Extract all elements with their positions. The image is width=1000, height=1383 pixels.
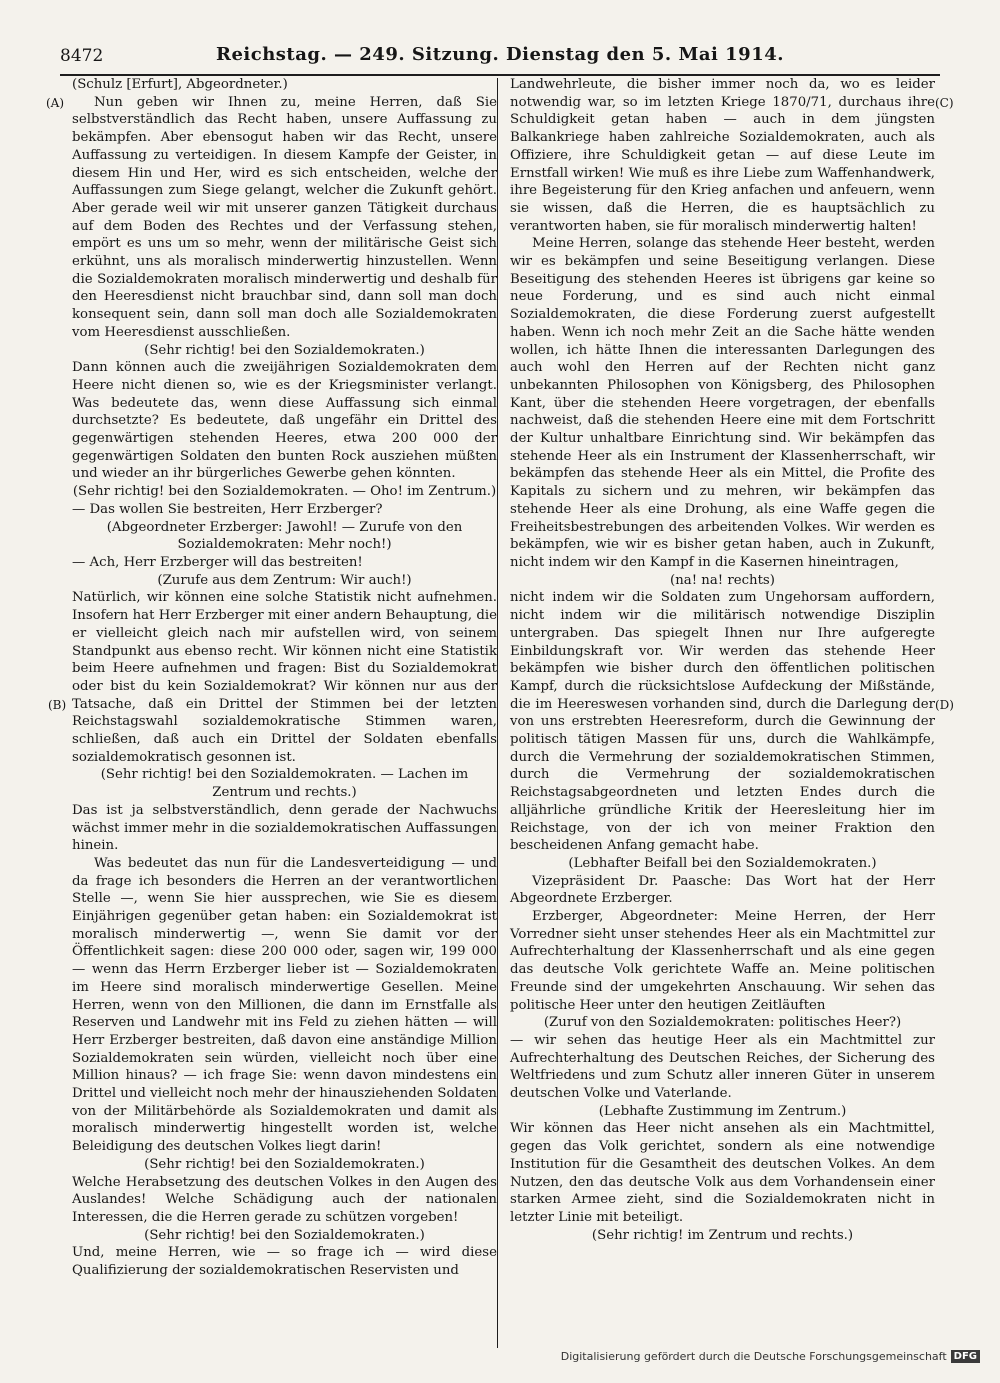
paragraph: Dann können auch die zweijährigen Sozialdemokraten dem Heere nicht dienen so, wie es der Kriegsminister verlangt. Was bedeutete das, wenn diese Auffassung sich einmal durchsetzte? Es bedeutete, daß ungefähr ein Drittel des gegenwärtigen stehenden Heeres, etwa 200 000 der gegenwärtigen Soldaten den bunten Rock ausziehen müßten und wieder an ihr bürgerliches Gewerbe gehen könnten. — [72, 360, 497, 482]
interjection: (Zuruf von den Sozialdemokraten: politisches Heer?) — [543, 1015, 902, 1031]
interjection: (na! na! rechts) — [670, 572, 775, 588]
paragraph: Was bedeutet das nun für die Landesverteidigung — und da frage ich besonders die Herren an der verantwortlichen Stelle —, wenn Sie hier aussprechen, wie Sie es diesem Einjährigen gegenüber getan haben: ein Sozialdemokrat ist moralisch minderwertig —, wenn Sie damit vor der Öffentlichkeit sagen: diese 200 000 oder, sagen wir, 199 000 — wenn das Herrn Erzberger lieber ist — Sozialdemokraten im Heere sind moralisch minderwertige Gesellen. Meine Herren, wenn von den Millionen, die dann im Ernstfalle als Reserven und Landwehr mit ins Feld zu ziehen hätten — will Herr Erzberger bestreiten, daß davon eine anständige Million Sozialdemokraten sein würden, vielleicht noch über eine Million hinaus? — ich frage Sie: wenn davon mindestens ein Drittel und vielleicht noch mehr der hinausziehenden Soldaten von der Militärbehörde als Sozialdemokraten und damit als moralisch minderwertig hingestellt worden ist, welche Beleidigung des deutschen Volkes liegt darin! — [72, 855, 497, 1155]
paragraph: Welche Herabsetzung des deutschen Volkes in den Augen des Auslandes! Welche Schädigung auch der nationalen Interessen, die die Herren gerade zu schützen vorgeben! — [72, 1174, 497, 1225]
margin-mark-a: (A) — [46, 96, 65, 110]
paragraph: Das ist ja selbstverständlich, denn gerade der Nachwuchs wächst immer mehr in die sozialdemokratischen Auffassungen hinein. — [72, 802, 497, 854]
paragraph: Meine Herren, solange das stehende Heer besteht, werden wir es bekämpfen und seine Beseitigung verlangen. Diese Beseitigung des stehenden Heeres ist übrigens gar keine so neue Forderung, und es sind auch nicht einmal Sozialdemokraten, die diese Forderung zuerst aufgestellt haben. Wenn ich noch mehr Zeit an die Sache hätte wenden wollen, ich hätte Ihnen die interessanten Darlegungen des auch wohl den Herren auf der Rechten nicht ganz unbekannten Philosophen von Königsberg, des Philosophen Kant, über die stehenden Heere vorgetragen, der ebenfalls nachweist, daß die stehenden Heere eine mit dem Fortschritt der Kultur unhaltbare Einrichtung sind. Wir bekämpfen das stehende Heer als ein Instrument der Klassenherrschaft, wir bekämpfen das stehende Heer als ein Mittel, die Profite des Kapitals zu sichern und zu mehren, wir bekämpfen das stehende Heer als eine Drohung, als eine Waffe gegen die Freiheitsbestrebungen des arbeitenden Volkes. Wir werden es bekämpfen, wie wir es bisher getan haben, auch in Zukunft, nicht indem wir den Kampf in die Kasernen hineintragen, — [510, 236, 935, 570]
interjection: (Zurufe aus dem Zentrum: Wir auch!) — [157, 572, 412, 588]
footer-text: Digitalisierung gefördert durch die Deutsche Forschungsgemeinschaft — [560, 1350, 947, 1363]
paragraph: Nun geben wir Ihnen zu, meine Herren, daß Sie selbstverständlich das Recht haben, unsere Auffassung zu bekämpfen. Aber ebensogut haben wir das Recht, unsere Auffassung zu verteidigen. In diesem Kampfe der Geister, in diesem Hin und Her, wird es sich entscheiden, welche der Auffassungen zum Siege gelangt, welcher die Zukunft gehört. Aber gerade weil wir mit unserer ganzen Tätigkeit durchaus auf dem Boden des Rechtes und der Verfassung stehen, empört es uns um so mehr, wenn der militärische Geist sich erkühnt, uns als moralisch minderwertig hinzustellen. Wenn die Sozialdemokraten moralisch minderwertig und deshalb für den Heeresdienst nicht brauchbar sind, dann soll man doch konsequent sein, dann soll man doch alle Sozialdemokraten vom Heeresdienst ausschließen. — [72, 94, 497, 340]
left-column — [72, 76, 497, 1280]
interjection: (Sehr richtig! bei den Sozialdemokraten.) — [144, 1156, 425, 1172]
paragraph: Und, meine Herren, wie — so frage ich — wird diese Qualifizierung der sozialdemokratischen Reservisten und — [72, 1245, 497, 1279]
paragraph: (Schulz [Erfurt], Abgeordneter.) — [72, 77, 288, 92]
paragraph: — Das wollen Sie bestreiten, Herr Erzberger? — [72, 501, 383, 517]
right-column — [510, 76, 935, 1244]
page-number: 8472 — [60, 46, 104, 66]
interjection: (Lebhafte Zustimmung im Zentrum.) — [598, 1103, 847, 1119]
paragraph: — wir sehen das heutige Heer als ein Machtmittel zur Aufrechterhaltung des Deutschen Reiches, der Sicherung des Weltfriedens und zum Schutz aller inneren Güter in unserem deutschen Volke und Vaterlande. — [510, 1032, 935, 1102]
paragraph: Wir können das Heer nicht ansehen als ein Machtmittel, gegen das Volk gerichtet, sondern als eine notwendige Institution für die Gesamtheit des deutschen Volkes. An dem Nutzen, den das deutsche Volk aus dem Vorhandensein einer starken Armee zieht, sind die Sozialdemokraten nicht in letzter Linie mit beteiligt. — [510, 1121, 935, 1225]
margin-mark-c: (C) — [935, 96, 954, 110]
paragraph: Natürlich, wir können eine solche Statistik nicht aufnehmen. Insofern hat Herr Erzberger mit einer andern Behauptung, die er vielleicht gleich nach mir aufstellen wird, von seinem Standpunkt aus ebenso recht. Wir können nicht eine Statistik beim Heere aufnehmen und fragen: Bist du Sozialdemokrat oder bist du kein Sozialdemokrat? Wir können nur aus der Tatsache, daß ein Drittel der Stimmen bei der letzten Reichstagswahl sozialdemokratische Stimmen waren, schließen, daß auch ein Drittel der Soldaten ebenfalls sozialdemokratisch gesonnen ist. — [72, 590, 497, 765]
paragraph: Erzberger, Abgeordneter: Meine Herren, der Herr Vorredner sieht unser stehendes Heer als ein Machtmittel zur Aufrechterhaltung der Klassenherrschaft und als eine gegen das deutsche Volk gerichtete Waffe an. Meine politischen Freunde sind der umgekehrten Anschauung. Wir sehen das politische Heer unter den heutigen Zeitläuften — [510, 909, 935, 1013]
column-divider — [497, 78, 498, 1348]
footer — [561, 1350, 980, 1363]
interjection: (Sehr richtig! bei den Sozialdemokraten. — Oho! im Zentrum.) — [72, 484, 497, 500]
paragraph: — Ach, Herr Erzberger will das bestreiten! — [72, 554, 363, 570]
interjection: (Lebhafter Beifall bei den Sozialdemokraten.) — [568, 855, 877, 871]
interjection: (Abgeordneter Erzberger: Jawohl! — Zurufe von den Sozialdemokraten: Mehr noch!) — [106, 519, 463, 553]
interjection: (Sehr richtig! bei den Sozialdemokraten.) — [144, 342, 425, 358]
interjection: (Sehr richtig! im Zentrum und rechts.) — [591, 1227, 854, 1243]
interjection: (Sehr richtig! bei den Sozialdemokraten. — Lachen im Zentrum und rechts.) — [100, 767, 469, 801]
paragraph: nicht indem wir die Soldaten zum Ungehorsam auffordern, nicht indem wir die militärisch notwendige Disziplin untergraben. Das spiegelt Ihnen nur Ihre aufgeregte Einbildungskraft vor. Wir werden das stehende Heer bekämpfen wie bisher durch den öffentlichen politischen Kampf, durch die rücksichtslose Aufdeckung der Mißstände, die im Heereswesen vorhanden sind, durch die Darlegung der von uns erstrebten Heeresreform, durch die Gewinnung der politisch tätigen Massen für uns, durch die Wahlkämpfe, durch die Vermehrung der sozialdemokratischen Stimmen, durch die Vermehrung der sozialdemokratischen Reichstagsabgeordneten und letzten Endes durch die alljährliche gründliche Kritik der Heeresleitung hier im Reichstage, von der ich von meiner Fraktion den bescheidenen Anfang gemacht habe. — [510, 590, 935, 854]
dfg-logo: DFG — [951, 1350, 980, 1363]
margin-mark-b: (B) — [48, 698, 67, 712]
page-header — [60, 40, 940, 76]
interjection: (Sehr richtig! bei den Sozialdemokraten.) — [144, 1227, 425, 1243]
paragraph: Landwehrleute, die bisher immer noch da, wo es leider notwendig war, so im letzten Kriege 1870/71, durchaus ihre Schuldigkeit getan haben — auch in dem jüngsten Balkankriege haben zahlreiche Sozialdemokraten, auch als Offiziere, ihre Schuldigkeit getan — auf diese Leute im Ernstfall wirken! Wie muß es ihre Liebe zum Waffenhandwerk, ihre Begeisterung für den Krieg anfachen und anfeuern, wenn sie wissen, daß die Herren, die es hauptsächlich zu verantworten haben, sie für moralisch minderwertig halten! — [510, 77, 935, 234]
margin-mark-d: (D) — [935, 698, 954, 712]
paragraph: Vizepräsident Dr. Paasche: Das Wort hat der Herr Abgeordnete Erzberger. — [510, 873, 935, 907]
page-title: Reichstag. — 249. Sitzung. Dienstag den 5. Mai 1914. — [215, 44, 785, 65]
